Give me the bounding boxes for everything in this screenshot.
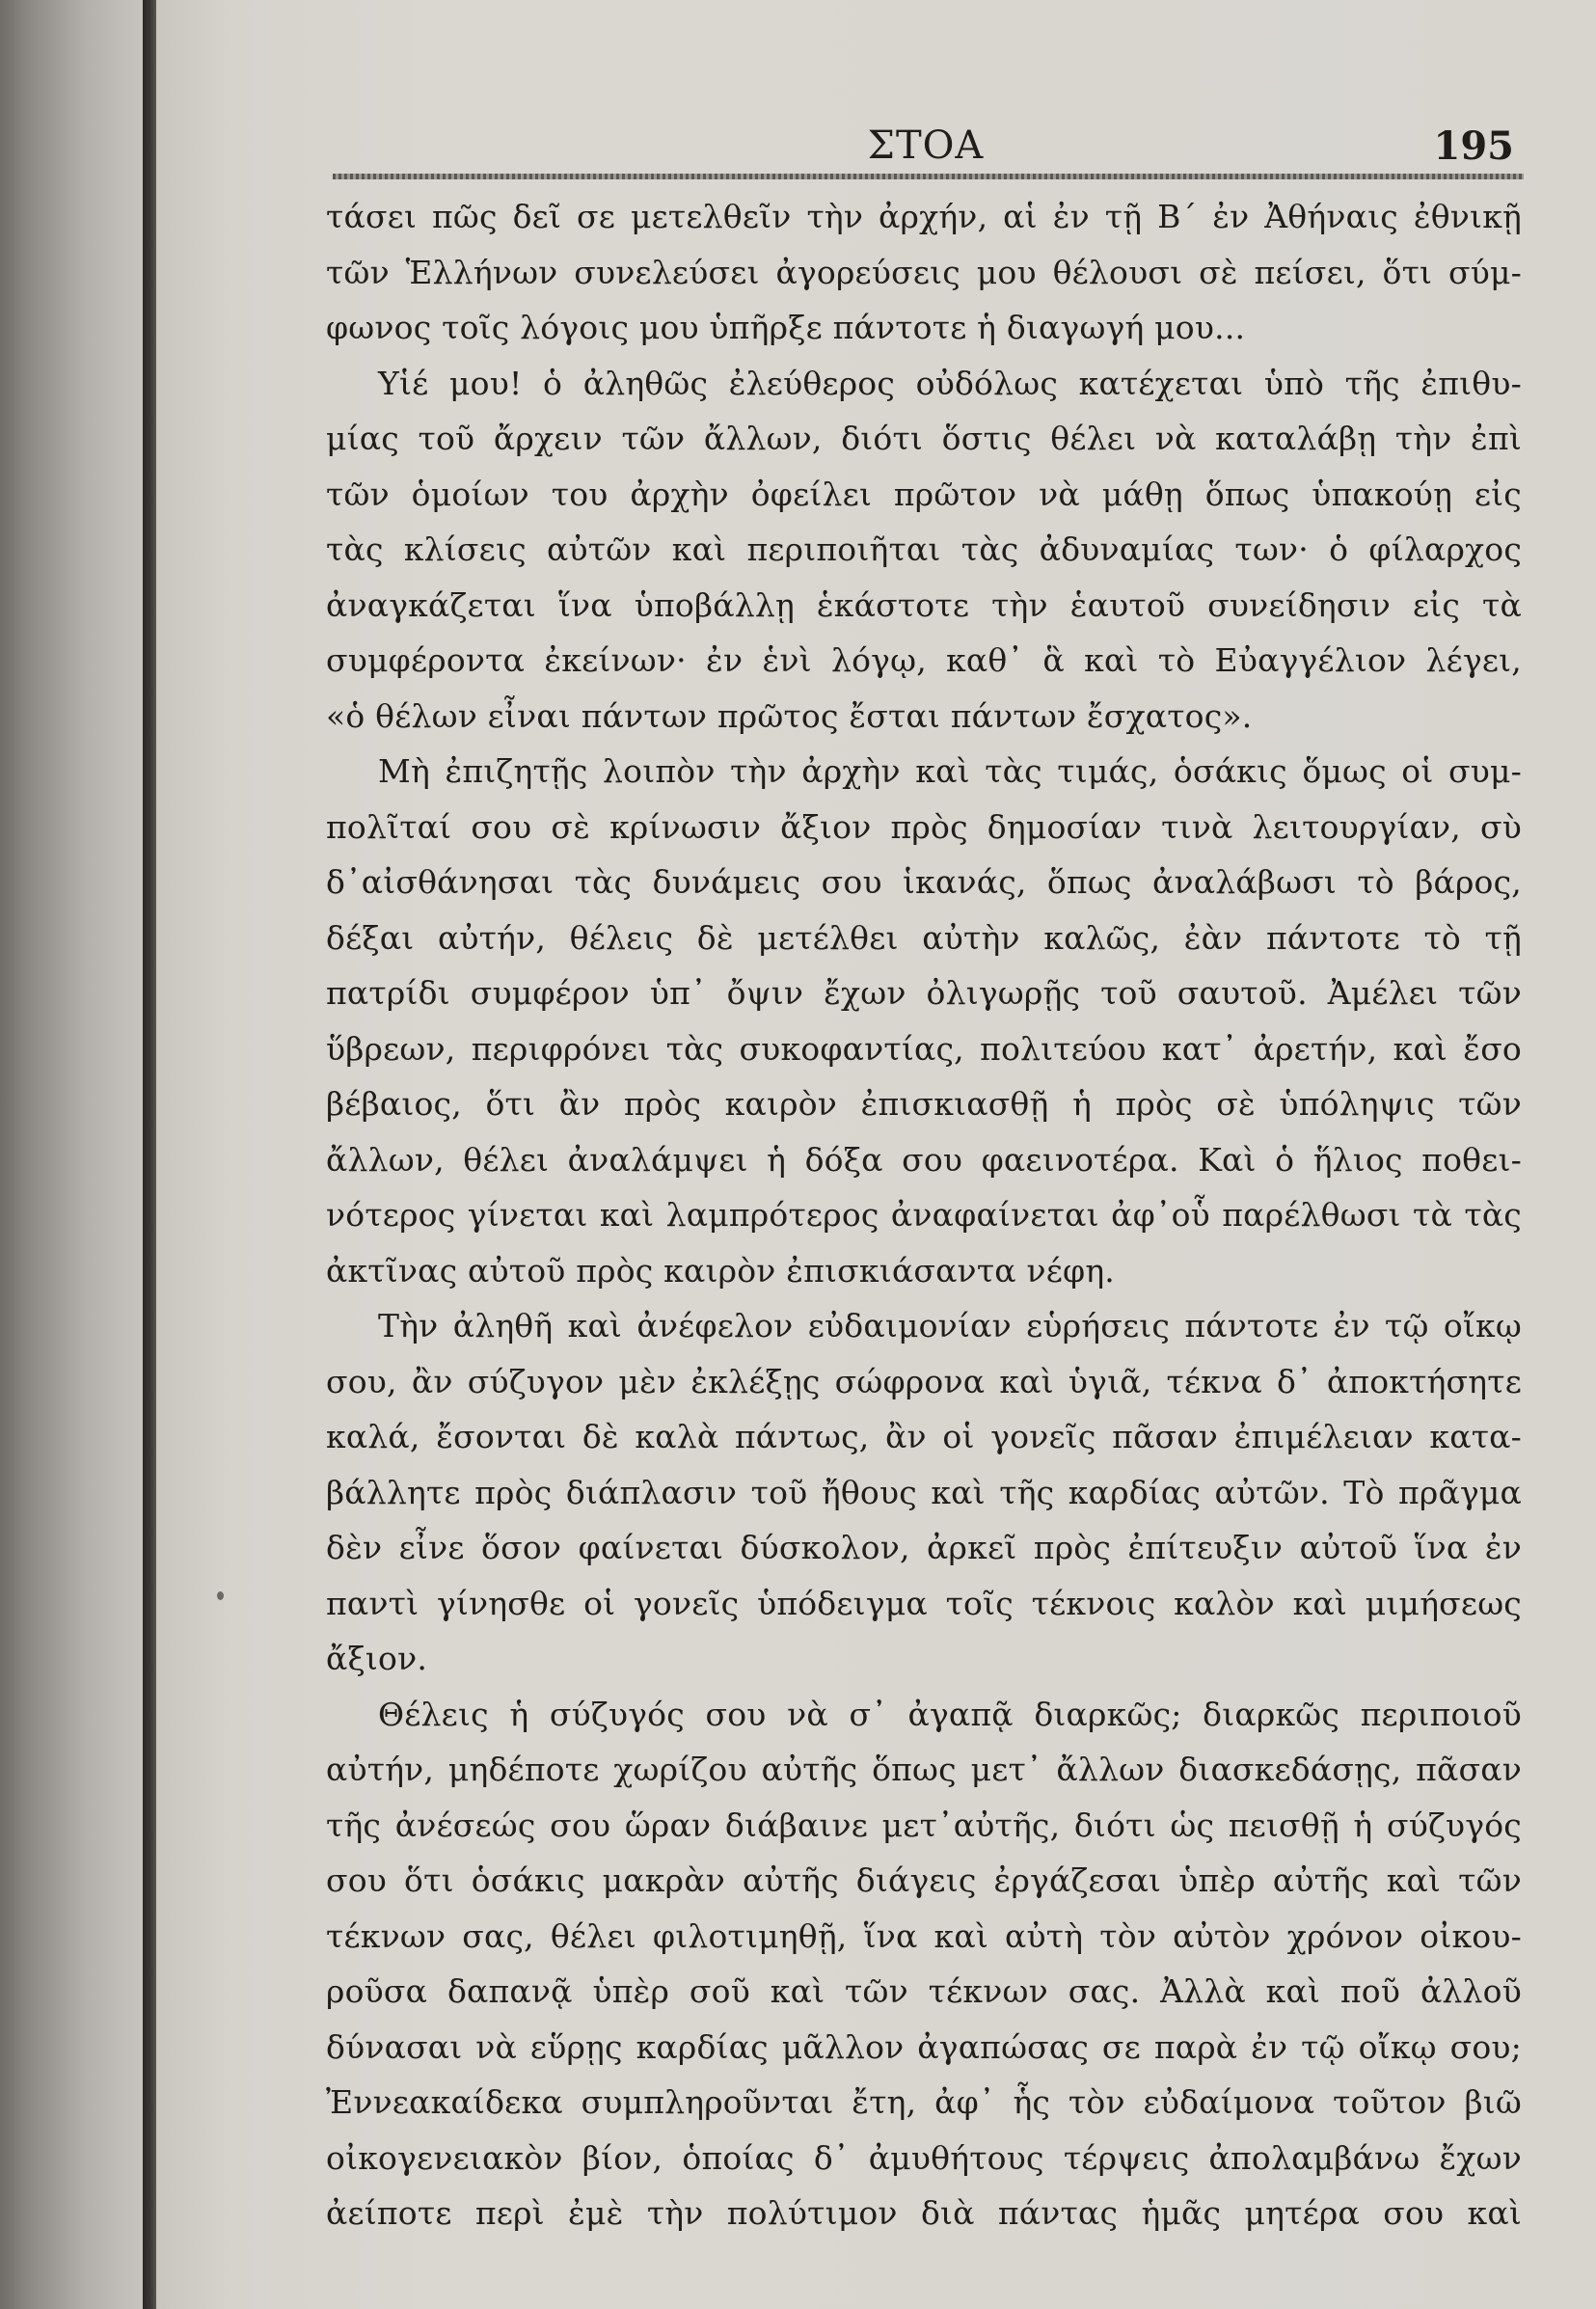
text-line: δὲν εἶνε ὅσον φαίνεται δύσκολον, ἀρκεῖ πρὸς ἐπίτευξιν αὐτοῦ ἵνα ἐν — [326, 1529, 1522, 1566]
text-line: τὰς κλίσεις αὐτῶν καὶ περιποιῆται τὰς ἀδυναμίας των· ὁ φίλαρχος — [326, 530, 1522, 568]
text-line: «ὁ θέλων εἶναι πάντων πρῶτος ἔσται πάντων ἔσχατος». — [326, 696, 1253, 735]
page-number: 195 — [1433, 123, 1514, 169]
text-line: δέξαι αὐτήν, θέλεις δὲ μετέλθει αὐτὴν καλῶς, ἐὰν πάντοτε τὸ τῇ — [326, 918, 1522, 957]
book-spine-edge — [143, 0, 156, 2309]
text-line: βέβαιος, ὅτι ἂν πρὸς καιρὸν ἐπισκιασθῇ ἡ πρὸς σὲ ὑπόληψις τῶν — [326, 1085, 1522, 1123]
text-line: φωνος τοῖς λόγοις μου ὑπῆρξε πάντοτε ἡ διαγωγή μου... — [326, 309, 1246, 346]
page-header-title: ΣΤΟΑ — [867, 123, 985, 168]
header-rule — [333, 174, 1524, 179]
text-line: ὕβρεων, περιφρόνει τὰς συκοφαντίας, πολιτεύου κατ᾽ ἀρετήν, καὶ ἔσο — [326, 1029, 1522, 1068]
text-line: ἀναγκάζεται ἵνα ὑποβάλλῃ ἑκάστοτε τὴν ἑαυτοῦ συνείδησιν εἰς τὰ — [326, 585, 1522, 624]
text-line: πολῖταί σου σὲ κρίνωσιν ἄξιον πρὸς δημοσίαν τινὰ λειτουργίαν, σὺ — [326, 807, 1522, 846]
running-head — [328, 123, 1524, 181]
text-line: Τὴν ἀληθῆ καὶ ἀνέφελον εὐδαιμονίαν εὑρήσεις πάντοτε ἐν τῷ οἴκῳ — [378, 1307, 1522, 1345]
text-line: καλά, ἔσονται δὲ καλὰ πάντως, ἂν οἱ γονεῖς πᾶσαν ἐπιμέλειαν κατα- — [326, 1418, 1522, 1455]
text-line: οἰκογενειακὸν βίον, ὁποίας δ᾽ ἀμυθήτους τέρψεις ἀπολαμβάνω ἔχων — [326, 2138, 1522, 2177]
text-line: συμφέροντα ἐκείνων· ἐν ἑνὶ λόγῳ, καθ᾽ ἃ καὶ τὸ Εὐαγγέλιον λέγει, — [326, 641, 1522, 679]
text-line: Ἐννεακαίδεκα συμπληροῦνται ἔτη, ἀφ᾽ ἧς τὸν εὐδαίμονα τοῦτον βιῶ — [326, 2083, 1522, 2121]
text-line: πατρίδι συμφέρον ὑπ᾽ ὄψιν ἔχων ὀλιγωρῇς τοῦ σαυτοῦ. Ἀμέλει τῶν — [326, 974, 1522, 1012]
stray-ink-mark — [217, 1591, 224, 1600]
text-line: ἀκτῖνας αὐτοῦ πρὸς καιρὸν ἐπισκιάσαντα νέφη. — [326, 1251, 1115, 1290]
body-text — [326, 189, 1522, 2241]
text-line: σου ὅτι ὁσάκις μακρὰν αὐτῆς διάγεις ἐργάζεσαι ὑπὲρ αὐτῆς καὶ τῶν — [326, 1861, 1522, 1899]
text-line: δ᾽αἰσθάνησαι τὰς δυνάμεις σου ἱκανάς, ὅπως ἀναλάβωσι τὸ βάρος, — [326, 863, 1522, 901]
text-line: μίας τοῦ ἄρχειν τῶν ἄλλων, διότι ὅστις θέλει νὰ καταλάβῃ τὴν ἐπὶ — [326, 420, 1522, 457]
text-line: τῶν ὁμοίων του ἀρχὴν ὀφείλει πρῶτον νὰ μάθῃ ὅπως ὑπακούῃ εἰς — [326, 475, 1522, 513]
text-line: τῶν Ἑλλήνων συνελεύσει ἀγορεύσεις μου θέλουσι σὲ πείσει, ὅτι σύμ- — [326, 253, 1522, 291]
text-line: τέκνων σας, θέλει φιλοτιμηθῇ, ἵνα καὶ αὐτὴ τὸν αὐτὸν χρόνον οἰκου- — [326, 1916, 1522, 1955]
text-line: ἄξιον. — [326, 1640, 428, 1677]
text-line: τῆς ἀνέσεώς σου ὥραν διάβαινε μετ᾽αὐτῆς, διότι ὡς πεισθῇ ἡ σύζυγός — [326, 1806, 1522, 1844]
text-line: βάλλητε πρὸς διάπλασιν τοῦ ἤθους καὶ τῆς καρδίας αὐτῶν. Τὸ πρᾶγμα — [326, 1473, 1522, 1511]
text-line: ἄλλων, θέλει ἀναλάμψει ἡ δόξα σου φαεινοτέρα. Καὶ ὁ ἥλιος ποθει- — [326, 1140, 1522, 1179]
text-line: Θέλεις ἡ σύζυγός σου νὰ σ᾽ ἀγαπᾷ διαρκῶς; διαρκῶς περιποιοῦ — [378, 1695, 1522, 1733]
text-line: αὐτήν, μηδέποτε χωρίζου αὐτῆς ὅπως μετ᾽ ἄλλων διασκεδάσῃς, πᾶσαν — [326, 1751, 1522, 1788]
text-line: δύνασαι νὰ εὕρῃς καρδίας μᾶλλον ἀγαπώσας σε παρὰ ἐν τῷ οἴκῳ σου; — [326, 2027, 1522, 2066]
text-line: τάσει πῶς δεῖ σε μετελθεῖν τὴν ἀρχήν, αἱ ἐν τῇ Β΄ ἐν Ἀθήναις ἐθνικῇ — [326, 198, 1522, 235]
text-line: ροῦσα δαπανᾷ ὑπὲρ σοῦ καὶ τῶν τέκνων σας. Ἀλλὰ καὶ ποῦ ἀλλοῦ — [326, 1972, 1522, 2010]
text-line: παντὶ γίνησθε οἱ γονεῖς ὑπόδειγμα τοῖς τέκνοις καλὸν καὶ μιμήσεως — [326, 1584, 1522, 1622]
text-line: ἀείποτε περὶ ἐμὲ τὴν πολύτιμον διὰ πάντας ἡμᾶς μητέρα σου καὶ — [326, 2194, 1522, 2232]
text-line: Υἱέ μου! ὁ ἀληθῶς ἐλεύθερος οὐδόλως κατέχεται ὑπὸ τῆς ἐπιθυ- — [378, 364, 1522, 402]
text-line: νότερος γίνεται καὶ λαμπρότερος ἀναφαίνεται ἀφ᾽οὗ παρέλθωσι τὰ τὰς — [326, 1196, 1522, 1234]
text-line: σου, ἂν σύζυγον μὲν ἐκλέξῃς σώφρονα καὶ ὑγιᾶ, τέκνα δ᾽ ἀποκτήσητε — [326, 1362, 1522, 1400]
text-line: Μὴ ἐπιζητῇς λοιπὸν τὴν ἀρχὴν καὶ τὰς τιμάς, ὁσάκις ὅμως οἱ συμ- — [378, 752, 1522, 790]
